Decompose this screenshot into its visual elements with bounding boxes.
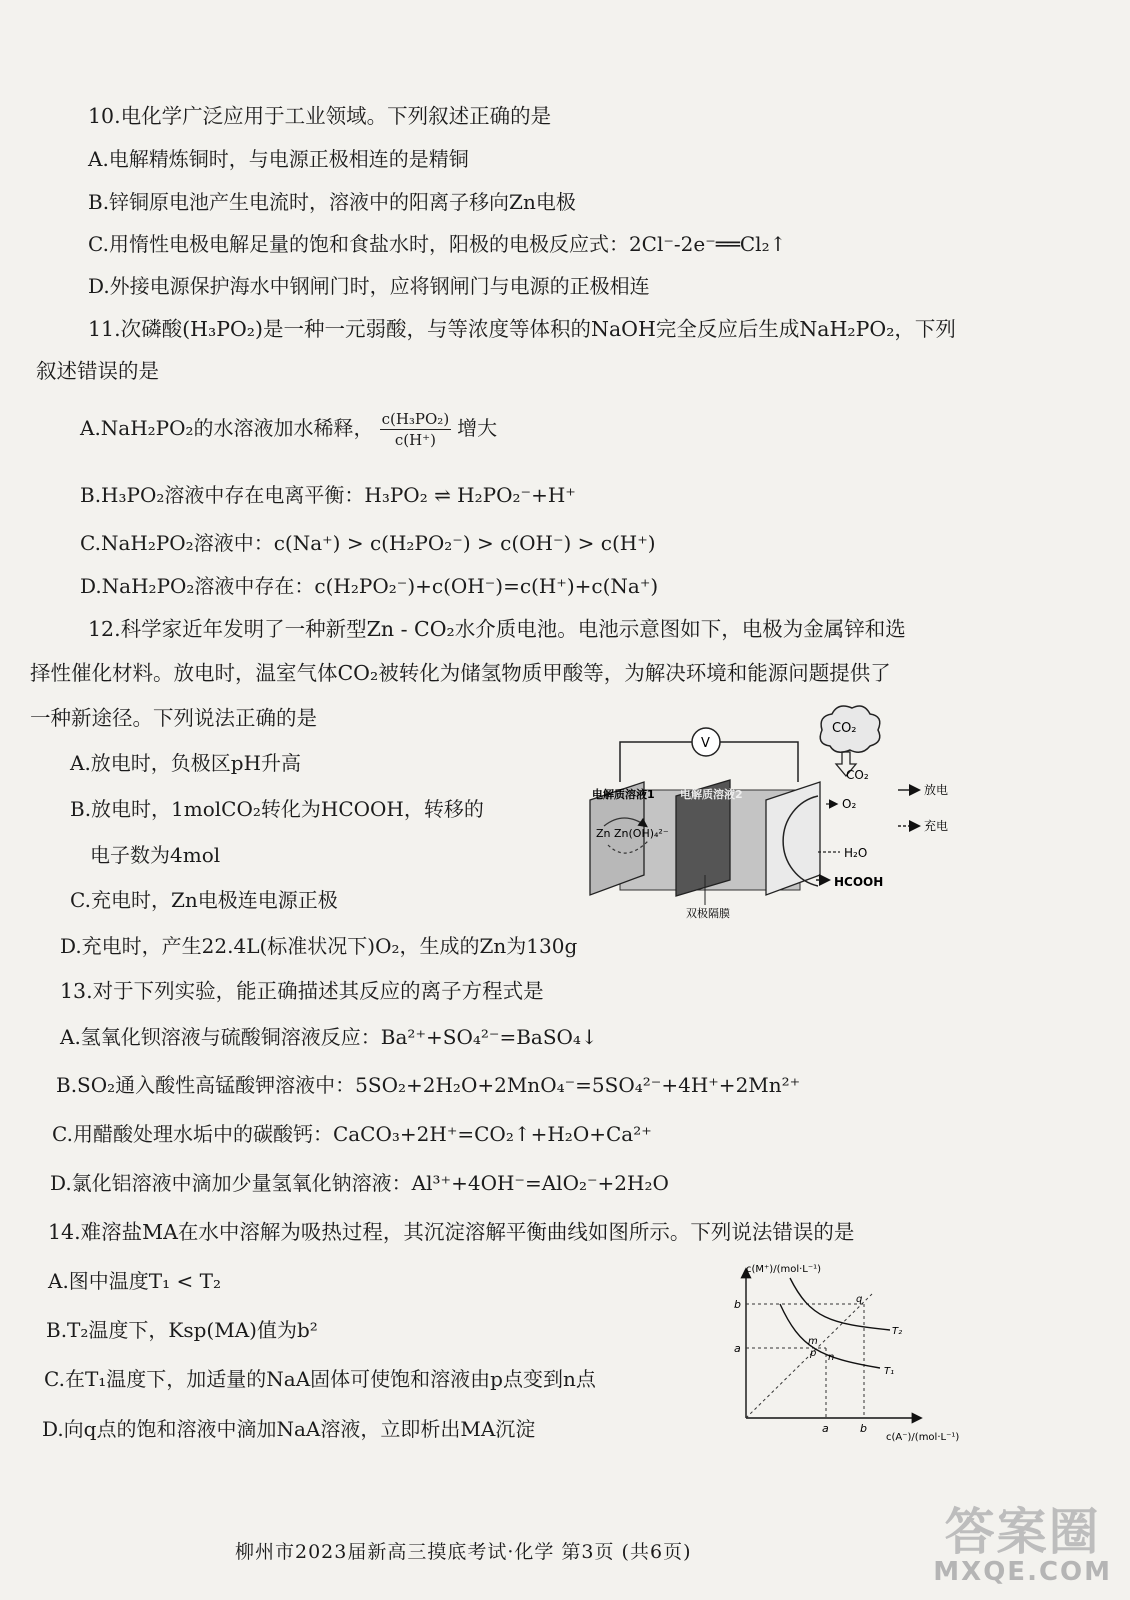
battery-diagram xyxy=(580,700,980,925)
q13-option-a: A.氢氧化钡溶液与硫酸铜溶液反应：Ba²⁺+SO₄²⁻=BaSO₄↓ xyxy=(60,1025,598,1049)
wire-right xyxy=(720,742,798,782)
charge-legend-label: 充电 xyxy=(924,819,949,833)
electrolyte1-label: 电解质溶液1 xyxy=(592,788,655,801)
co2-cloud-label: CO₂ xyxy=(832,721,857,736)
point-q-label: q xyxy=(856,1294,863,1305)
wire-left xyxy=(620,742,692,782)
fraction-numerator: c(H₃PO₂) xyxy=(381,410,450,428)
curve-t2-label: T₂ xyxy=(892,1326,903,1337)
x-tick-b: b xyxy=(860,1422,867,1435)
q11-option-d: D.NaH₂PO₂溶液中存在：c(H₂PO₂⁻)+c(OH⁻)=c(H⁺)+c(Na⁺) xyxy=(80,574,659,598)
y-tick-b: b xyxy=(734,1298,741,1311)
q11-option-a xyxy=(80,404,497,452)
q12-option-d: D.充电时，产生22.4L(标准状况下)O₂，生成的Zn为130g xyxy=(60,934,578,958)
electrolyte2-label: 电解质溶液2 xyxy=(680,788,743,801)
q13-option-b: B.SO₂通入酸性高锰酸钾溶液中：5SO₂+2H₂O+2MnO₄⁻=5SO₄²⁻+4H⁺+2Mn²⁺ xyxy=(56,1073,801,1097)
point-m-label: m xyxy=(808,1336,818,1347)
q12-stem-line2: 择性催化材料。放电时，温室气体CO₂被转化为储氢物质甲酸等，为解决环境和能源问题提供了 xyxy=(30,661,891,685)
diagonal-guide xyxy=(746,1294,872,1418)
q10-option-c: C.用惰性电极电解足量的饱和食盐水时，阳极的电极反应式：2Cl⁻-2e⁻══Cl₂↑ xyxy=(88,232,787,256)
page-footer: 柳州市2023届新高三摸底考试·化学 第3页 (共6页) xyxy=(235,1541,692,1563)
q11-option-a-suffix: 增大 xyxy=(457,416,498,440)
y-tick-a: a xyxy=(734,1342,741,1355)
curve-t2 xyxy=(790,1278,890,1330)
solubility-graph xyxy=(720,1258,980,1448)
fraction-denominator: c(H⁺) xyxy=(394,431,436,449)
discharge-legend-label: 放电 xyxy=(924,783,949,797)
q11-stem-line1: 11.次磷酸(H₃PO₂)是一种一元弱酸，与等浓度等体积的NaOH完全反应后生成NaH₂PO₂，下列 xyxy=(88,317,956,341)
q14-option-d: D.向q点的饱和溶液中滴加NaA溶液，立即析出MA沉淀 xyxy=(42,1417,536,1441)
q14-stem: 14.难溶盐MA在水中溶解为吸热过程，其沉淀溶解平衡曲线如图所示。下列说法错误的是 xyxy=(48,1220,855,1244)
co2-cloud-icon xyxy=(820,706,880,752)
membrane-label: 双极隔膜 xyxy=(686,907,730,920)
y-axis-label: c(M⁺)/(mol·L⁻¹) xyxy=(746,1264,822,1275)
q11-option-a-prefix: A.NaH₂PO₂的水溶液加水稀释， xyxy=(80,416,374,440)
q12-stem-line1: 12.科学家近年发明了一种新型Zn - CO₂水介质电池。电池示意图如下，电极为金属锌和选 xyxy=(88,617,906,641)
q13-stem: 13.对于下列实验，能正确描述其反应的离子方程式是 xyxy=(60,979,544,1003)
q14-option-b: B.T₂温度下，Ksp(MA)值为b² xyxy=(46,1318,318,1342)
hcooh-label: HCOOH xyxy=(834,875,884,889)
watermark-logo xyxy=(933,1503,1112,1587)
watermark-en: MXQE.COM xyxy=(933,1557,1112,1587)
q13-option-d: D.氯化铝溶液中滴加少量氢氧化钠溶液：Al³⁺+4OH⁻=AlO₂⁻+2H₂O xyxy=(50,1171,669,1195)
q14-option-a: A.图中温度T₁ < T₂ xyxy=(48,1269,221,1293)
q10-stem: 10.电化学广泛应用于工业领域。下列叙述正确的是 xyxy=(88,104,552,128)
q10-option-b: B.锌铜原电池产生电流时，溶液中的阳离子移向Zn电极 xyxy=(88,190,576,214)
q12-option-c: C.充电时，Zn电极连电源正极 xyxy=(70,888,338,912)
q11-option-c: C.NaH₂PO₂溶液中：c(Na⁺) > c(H₂PO₂⁻) > c(OH⁻) > c(H⁺) xyxy=(80,531,656,555)
voltmeter-label: V xyxy=(701,736,710,751)
q12-option-a: A.放电时，负极区pH升高 xyxy=(70,751,302,775)
q10-option-d: D.外接电源保护海水中钢闸门时，应将钢闸门与电源的正极相连 xyxy=(88,274,650,298)
q10-option-a: A.电解精炼铜时，与电源正极相连的是精铜 xyxy=(88,147,469,171)
point-p-label: p xyxy=(810,1348,817,1359)
q12-option-b-line1: B.放电时，1molCO₂转化为HCOOH，转移的 xyxy=(70,797,484,821)
point-n-label: n xyxy=(828,1352,835,1363)
h2o-label: H₂O xyxy=(844,846,868,860)
o2-label: O₂ xyxy=(842,797,857,811)
concentration-fraction xyxy=(380,409,452,450)
q13-option-c: C.用醋酸处理水垢中的碳酸钙：CaCO₃+2H⁺=CO₂↑+H₂O+Ca²⁺ xyxy=(52,1122,652,1146)
q12-stem-line3: 一种新途径。下列说法正确的是 xyxy=(30,706,317,730)
x-tick-a: a xyxy=(822,1422,829,1435)
co2-label: CO₂ xyxy=(846,768,869,782)
curve-t1-label: T₁ xyxy=(884,1366,895,1377)
q11-option-b: B.H₃PO₂溶液中存在电离平衡：H₃PO₂ ⇌ H₂PO₂⁻+H⁺ xyxy=(80,483,576,507)
zinc-label: Zn Zn(OH)₄²⁻ xyxy=(596,827,669,840)
x-axis-label: c(A⁻)/(mol·L⁻¹) xyxy=(886,1432,960,1443)
q11-stem-line2: 叙述错误的是 xyxy=(36,359,159,383)
q12-option-b-line2: 电子数为4mol xyxy=(90,843,221,867)
watermark-cn: 答案圈 xyxy=(944,1503,1101,1561)
q14-option-c: C.在T₁温度下，加适量的NaA固体可使饱和溶液由p点变到n点 xyxy=(44,1367,596,1391)
catalyst-electrode xyxy=(766,782,820,895)
